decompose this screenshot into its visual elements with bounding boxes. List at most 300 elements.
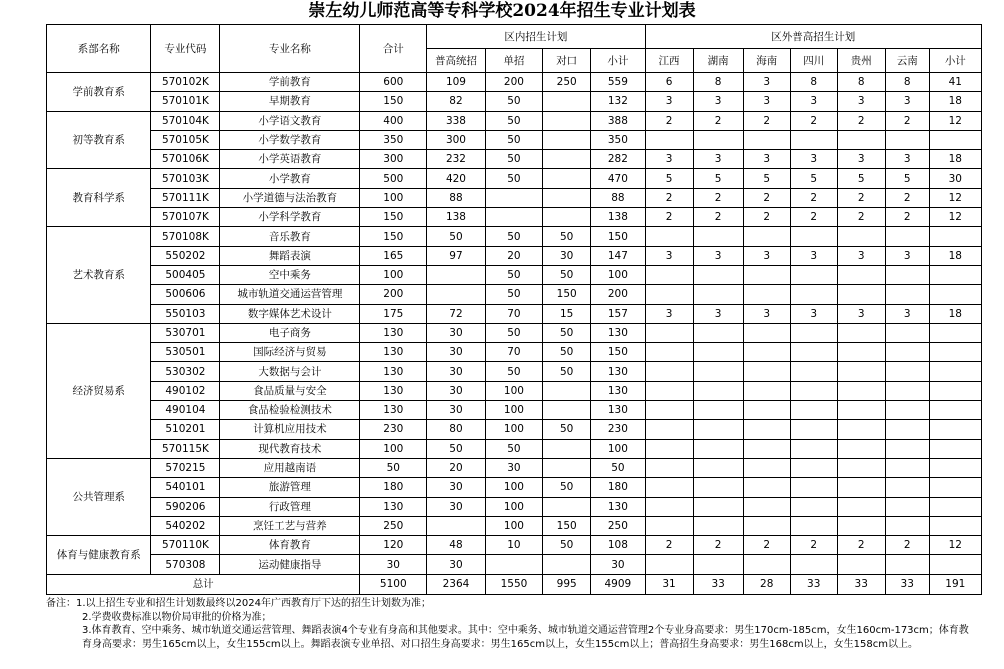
value-cell [837,285,885,304]
value-cell [693,458,743,477]
major-name-cell: 大数据与会计 [220,362,360,381]
value-cell [693,381,743,400]
header-inside-col: 普高统招 [427,49,486,73]
value-cell [645,478,693,497]
value-cell: 138 [427,208,486,227]
value-cell [837,227,885,246]
value-cell [929,343,981,362]
major-name-cell: 国际经济与贸易 [220,343,360,362]
value-cell [645,420,693,439]
major-name-cell: 应用越南语 [220,458,360,477]
value-cell: 150 [543,285,591,304]
value-cell: 100 [485,401,542,420]
value-cell [743,478,790,497]
value-cell: 3 [743,246,790,265]
value-cell [543,555,591,574]
major-code-cell: 570102K [151,73,220,92]
header-outside-col: 江西 [645,49,693,73]
value-cell [743,265,790,284]
major-code-cell: 530302 [151,362,220,381]
value-cell: 3 [837,304,885,323]
value-cell: 10 [485,536,542,555]
value-cell: 147 [591,246,645,265]
total-cell: 33 [693,574,743,594]
major-code-cell: 570110K [151,536,220,555]
value-cell: 3 [837,246,885,265]
value-cell [645,227,693,246]
major-name-cell: 体育教育 [220,536,360,555]
value-cell: 2 [743,208,790,227]
value-cell: 300 [427,130,486,149]
major-name-cell: 运动健康指导 [220,555,360,574]
total-cell: 4909 [591,574,645,594]
dept-name-cell: 体育与健康教育系 [47,536,151,575]
value-cell: 2 [885,208,929,227]
value-cell: 2 [693,208,743,227]
value-cell [743,362,790,381]
value-cell: 5 [790,169,837,188]
value-cell: 18 [929,304,981,323]
plan-body [47,73,982,575]
table-row [47,497,982,516]
major-name-cell: 小学数学教育 [220,130,360,149]
value-cell [743,285,790,304]
value-cell [543,130,591,149]
value-cell [837,516,885,535]
value-cell [485,555,542,574]
value-cell [837,555,885,574]
table-row [47,323,982,342]
value-cell [543,111,591,130]
value-cell [693,439,743,458]
value-cell: 250 [360,516,427,535]
value-cell: 3 [790,92,837,111]
value-cell: 130 [591,323,645,342]
value-cell: 30 [427,381,486,400]
major-code-cell: 490102 [151,381,220,400]
value-cell: 72 [427,304,486,323]
value-cell [790,516,837,535]
value-cell [837,497,885,516]
value-cell: 82 [427,92,486,111]
major-name-cell: 小学教育 [220,169,360,188]
value-cell: 50 [485,265,542,284]
dept-name-cell: 学前教育系 [47,73,151,112]
value-cell: 30 [427,343,486,362]
value-cell: 2 [885,536,929,555]
value-cell: 350 [591,130,645,149]
major-code-cell: 570106K [151,150,220,169]
value-cell: 2 [645,188,693,207]
table-row [47,92,982,111]
value-cell [743,323,790,342]
value-cell [885,130,929,149]
value-cell [645,381,693,400]
value-cell [837,458,885,477]
value-cell [790,420,837,439]
value-cell [743,497,790,516]
value-cell: 3 [693,150,743,169]
value-cell [693,497,743,516]
value-cell [790,439,837,458]
value-cell: 200 [485,73,542,92]
value-cell: 5 [693,169,743,188]
value-cell [837,439,885,458]
value-cell: 5 [743,169,790,188]
value-cell [790,130,837,149]
value-cell [885,458,929,477]
value-cell: 3 [693,92,743,111]
header-total: 合计 [360,25,427,73]
table-row [47,381,982,400]
major-code-cell: 590206 [151,497,220,516]
value-cell: 130 [360,497,427,516]
value-cell [929,555,981,574]
total-cell: 191 [929,574,981,594]
major-code-cell: 570111K [151,188,220,207]
major-code-cell: 500405 [151,265,220,284]
value-cell: 3 [743,304,790,323]
value-cell: 3 [645,92,693,111]
value-cell: 100 [485,381,542,400]
value-cell [929,401,981,420]
major-name-cell: 电子商务 [220,323,360,342]
value-cell [543,497,591,516]
value-cell [743,401,790,420]
value-cell [885,401,929,420]
total-cell: 31 [645,574,693,594]
major-name-cell: 数字媒体艺术设计 [220,304,360,323]
major-code-cell: 570308 [151,555,220,574]
value-cell [645,130,693,149]
value-cell: 50 [485,130,542,149]
header-major: 专业名称 [220,25,360,73]
value-cell [885,323,929,342]
major-name-cell: 烹饪工艺与营养 [220,516,360,535]
value-cell: 150 [543,516,591,535]
value-cell: 3 [837,92,885,111]
header-outside-col: 湖南 [693,49,743,73]
value-cell [885,439,929,458]
header-inside-col: 单招 [485,49,542,73]
value-cell [543,169,591,188]
value-cell: 30 [360,555,427,574]
total-cell: 1550 [485,574,542,594]
value-cell: 165 [360,246,427,265]
value-cell: 50 [485,362,542,381]
value-cell [743,420,790,439]
value-cell [885,497,929,516]
value-cell [693,285,743,304]
major-code-cell: 500606 [151,285,220,304]
dept-name-cell: 教育科学系 [47,169,151,227]
value-cell: 130 [591,497,645,516]
value-cell [790,458,837,477]
value-cell: 130 [360,343,427,362]
major-code-cell: 540101 [151,478,220,497]
value-cell [837,362,885,381]
value-cell: 388 [591,111,645,130]
value-cell [929,323,981,342]
notes [46,597,976,651]
value-cell [885,381,929,400]
value-cell [885,285,929,304]
total-cell: 2364 [427,574,486,594]
value-cell: 12 [929,188,981,207]
value-cell: 50 [543,536,591,555]
value-cell [837,343,885,362]
table-row [47,227,982,246]
value-cell: 30 [929,169,981,188]
value-cell: 420 [427,169,486,188]
value-cell: 2 [693,536,743,555]
value-cell [790,381,837,400]
table-row [47,73,982,92]
value-cell: 2 [837,208,885,227]
value-cell: 6 [645,73,693,92]
value-cell: 2 [837,536,885,555]
value-cell: 108 [591,536,645,555]
major-code-cell: 540202 [151,516,220,535]
header-inside-plan: 区内招生计划 [427,25,645,49]
major-code-cell: 570215 [151,458,220,477]
value-cell: 50 [485,92,542,111]
major-code-cell: 530501 [151,343,220,362]
value-cell: 8 [693,73,743,92]
header-inside-col: 小计 [591,49,645,73]
value-cell: 2 [645,208,693,227]
value-cell: 15 [543,304,591,323]
value-cell: 50 [543,323,591,342]
value-cell [743,343,790,362]
value-cell: 50 [427,439,486,458]
value-cell [743,516,790,535]
major-name-cell: 舞蹈表演 [220,246,360,265]
value-cell [645,343,693,362]
value-cell: 50 [360,458,427,477]
table-row [47,265,982,284]
value-cell: 2 [790,208,837,227]
value-cell: 50 [543,362,591,381]
value-cell: 5 [885,169,929,188]
note-line: 2.学费收费标准以物价局审批的价格为准； [82,611,272,623]
value-cell: 400 [360,111,427,130]
value-cell: 30 [427,555,486,574]
dept-name-cell: 公共管理系 [47,458,151,535]
value-cell: 250 [543,73,591,92]
value-cell: 50 [485,150,542,169]
value-cell: 200 [591,285,645,304]
major-name-cell: 小学科学教育 [220,208,360,227]
total-cell: 5100 [360,574,427,594]
header-outside-col: 云南 [885,49,929,73]
value-cell: 3 [885,92,929,111]
value-cell: 3 [743,92,790,111]
enrollment-plan-table [46,24,982,595]
dept-name-cell: 艺术教育系 [47,227,151,323]
value-cell [929,478,981,497]
value-cell [645,401,693,420]
value-cell: 132 [591,92,645,111]
value-cell: 30 [427,323,486,342]
header-dept: 系部名称 [47,25,151,73]
value-cell: 130 [360,323,427,342]
value-cell [885,343,929,362]
value-cell: 150 [591,227,645,246]
value-cell: 30 [427,478,486,497]
value-cell: 2 [743,536,790,555]
value-cell: 100 [360,188,427,207]
value-cell: 100 [485,420,542,439]
value-cell: 130 [360,362,427,381]
value-cell [427,285,486,304]
value-cell: 50 [543,420,591,439]
major-code-cell: 530701 [151,323,220,342]
value-cell: 3 [693,304,743,323]
value-cell [837,381,885,400]
value-cell: 50 [485,323,542,342]
major-name-cell: 空中乘务 [220,265,360,284]
value-cell [645,516,693,535]
value-cell [837,478,885,497]
value-cell: 600 [360,73,427,92]
value-cell [885,362,929,381]
major-name-cell: 食品质量与安全 [220,381,360,400]
value-cell [427,265,486,284]
value-cell [645,555,693,574]
header-outside-plan: 区外普高招生计划 [645,25,981,49]
value-cell [790,323,837,342]
major-code-cell: 570105K [151,130,220,149]
value-cell: 30 [427,401,486,420]
page-title: 崇左幼儿师范高等专科学校2024年招生专业计划表 [308,1,696,21]
value-cell [743,227,790,246]
dept-name-cell: 经济贸易系 [47,323,151,458]
header-outside-col: 四川 [790,49,837,73]
value-cell: 5 [837,169,885,188]
value-cell: 70 [485,304,542,323]
value-cell: 3 [885,246,929,265]
value-cell: 3 [693,246,743,265]
header-outside-col: 贵州 [837,49,885,73]
value-cell [693,401,743,420]
major-code-cell: 550103 [151,304,220,323]
value-cell: 20 [485,246,542,265]
major-name-cell: 小学道德与法治教育 [220,188,360,207]
value-cell: 2 [693,111,743,130]
table-row [47,536,982,555]
major-name-cell: 早期教育 [220,92,360,111]
table-row [47,516,982,535]
major-code-cell: 550202 [151,246,220,265]
value-cell [885,516,929,535]
value-cell [645,323,693,342]
header-outside-col: 海南 [743,49,790,73]
value-cell: 50 [485,227,542,246]
value-cell: 50 [543,478,591,497]
value-cell [837,401,885,420]
value-cell [693,478,743,497]
total-label: 总计 [47,574,360,594]
value-cell: 350 [360,130,427,149]
value-cell [929,362,981,381]
value-cell [929,130,981,149]
total-cell: 33 [790,574,837,594]
value-cell: 50 [427,227,486,246]
value-cell [645,285,693,304]
major-name-cell: 行政管理 [220,497,360,516]
value-cell: 30 [591,555,645,574]
table-row [47,420,982,439]
value-cell: 12 [929,536,981,555]
value-cell: 150 [360,208,427,227]
value-cell [885,555,929,574]
major-name-cell: 学前教育 [220,73,360,92]
table-row [47,208,982,227]
total-cell: 33 [837,574,885,594]
value-cell [693,516,743,535]
value-cell [929,439,981,458]
value-cell: 559 [591,73,645,92]
value-cell [543,150,591,169]
value-cell: 50 [591,458,645,477]
value-cell [693,130,743,149]
value-cell: 100 [591,265,645,284]
value-cell [929,381,981,400]
value-cell: 2 [743,188,790,207]
value-cell: 50 [543,343,591,362]
value-cell [929,497,981,516]
value-cell: 12 [929,111,981,130]
value-cell: 100 [360,439,427,458]
value-cell: 3 [645,304,693,323]
value-cell: 175 [360,304,427,323]
value-cell [885,265,929,284]
major-code-cell: 570104K [151,111,220,130]
value-cell: 12 [929,208,981,227]
total-cell: 995 [543,574,591,594]
value-cell [543,188,591,207]
value-cell: 48 [427,536,486,555]
table-row [47,362,982,381]
value-cell [543,458,591,477]
note-line: 备注：1.以上招生专业和招生计划数最终以2024年广西教育厅下达的招生计划数为准； [46,598,431,609]
value-cell: 130 [591,401,645,420]
value-cell [543,381,591,400]
value-cell: 2 [743,111,790,130]
header-code: 专业代码 [151,25,220,73]
major-code-cell: 490104 [151,401,220,420]
value-cell [885,227,929,246]
value-cell: 30 [427,362,486,381]
value-cell: 2 [693,188,743,207]
table-row [47,401,982,420]
value-cell: 138 [591,208,645,227]
value-cell: 2 [885,188,929,207]
value-cell: 8 [790,73,837,92]
value-cell [427,516,486,535]
major-code-cell: 570103K [151,169,220,188]
major-name-cell: 音乐教育 [220,227,360,246]
value-cell: 3 [790,150,837,169]
value-cell [790,343,837,362]
major-name-cell: 食品检验检测技术 [220,401,360,420]
value-cell: 2 [645,111,693,130]
dept-name-cell: 初等教育系 [47,111,151,169]
value-cell [543,439,591,458]
value-cell: 41 [929,73,981,92]
value-cell [837,323,885,342]
